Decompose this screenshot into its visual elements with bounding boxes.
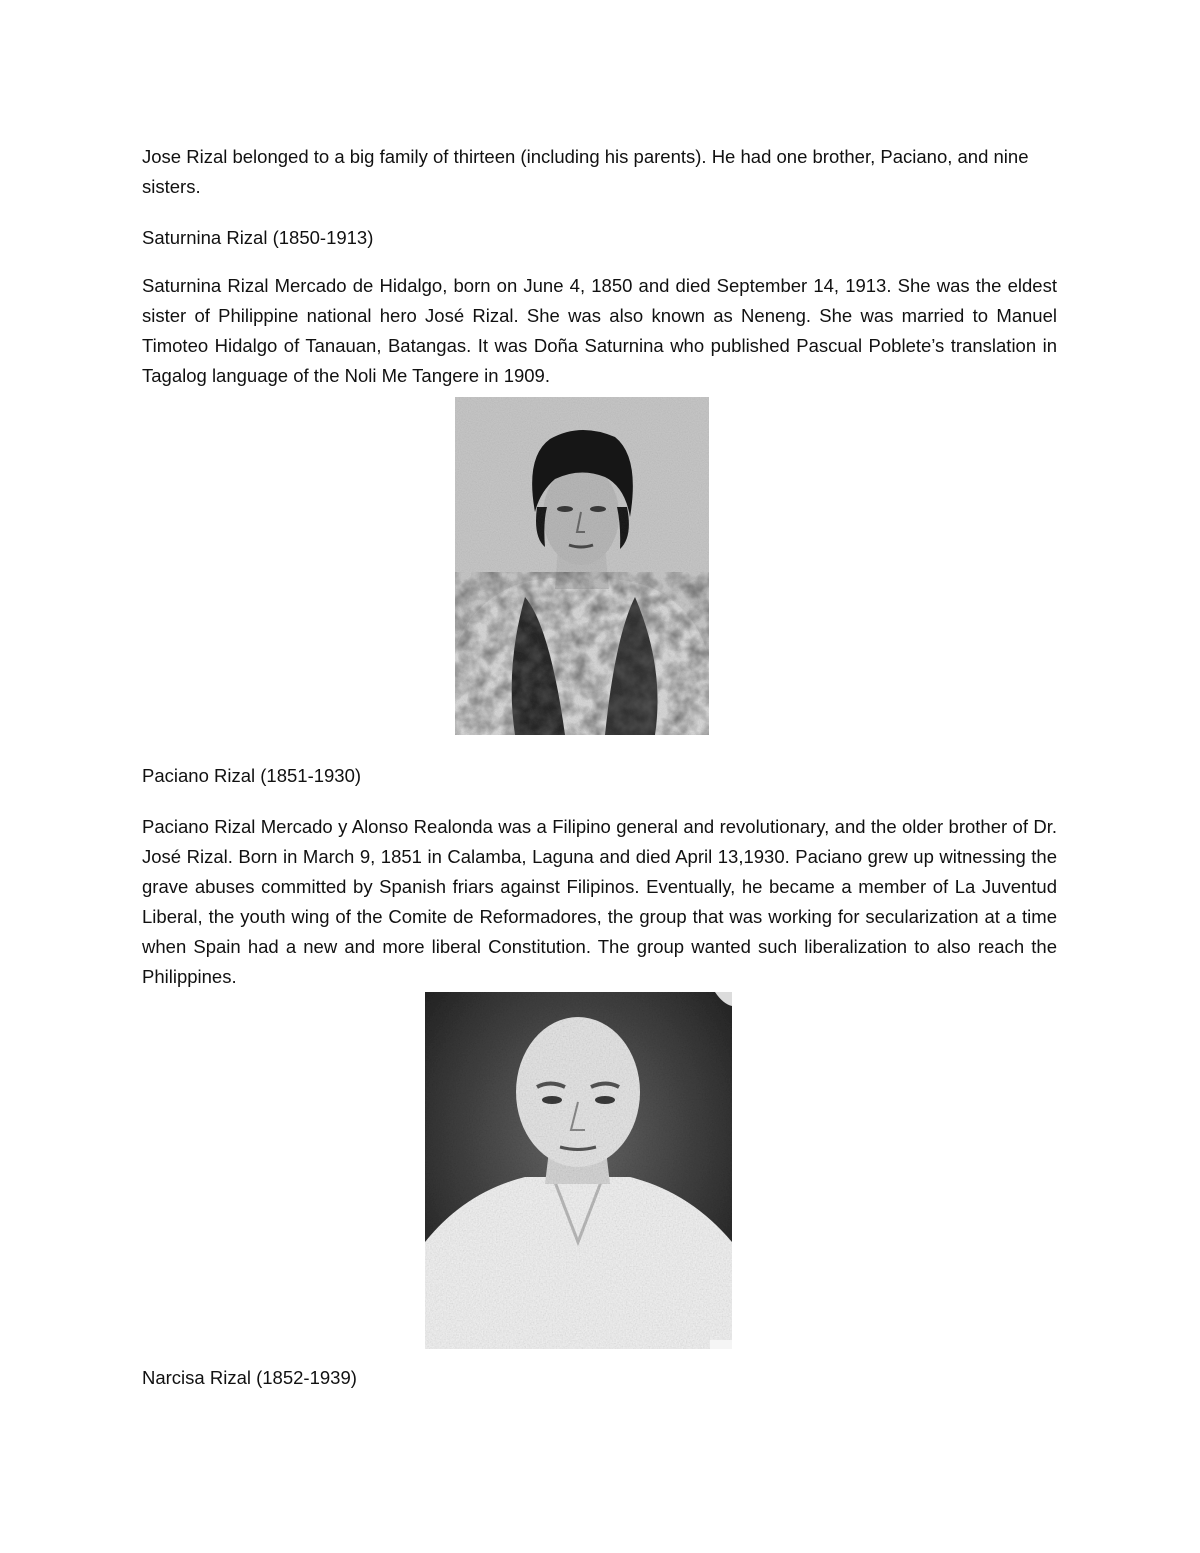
paciano-paragraph: Paciano Rizal Mercado y Alonso Realonda was a Filipino general and revolutionary, and the older brother of Dr. José Rizal. Born in March 9, 1851 in Calamba, Laguna and died April 13,1930. Paciano grew up witnessing the grave abuses committed by Spanish friars against Filipinos. Eventually, he became a member of La Juventud Liberal, the youth wing of the Comite de Reformadores, the group that was working for secularization at a time when Spain had a new and more liberal Constitution. The group wanted such liberalization to also reach the Philippines. (142, 816, 1057, 987)
paciano-heading: Paciano Rizal (1851-1930) (142, 765, 362, 786)
portrait-man-icon (425, 992, 732, 1349)
paciano-portrait (425, 992, 732, 1349)
intro-paragraph: Jose Rizal belonged to a big family of thirteen (including his parents). He had one brother, Paciano, and nine sisters. (142, 146, 1029, 197)
saturnina-portrait (455, 397, 709, 735)
narcisa-heading: Narcisa Rizal (1852-1939) (142, 1367, 357, 1388)
saturnina-heading: Saturnina Rizal (1850-1913) (142, 227, 374, 248)
portrait-woman-icon (455, 397, 709, 735)
saturnina-paragraph: Saturnina Rizal Mercado de Hidalgo, born on June 4, 1850 and died September 14, 1913. She was the eldest sister of Philippine national hero José Rizal. She was also known as Neneng. She was married to Manuel Timoteo Hidalgo of Tanauan, Batangas. It was Doña Saturnina who published Pascual Poblete’s translation in Tagalog language of the Noli Me Tangere in 1909. (142, 275, 1057, 386)
